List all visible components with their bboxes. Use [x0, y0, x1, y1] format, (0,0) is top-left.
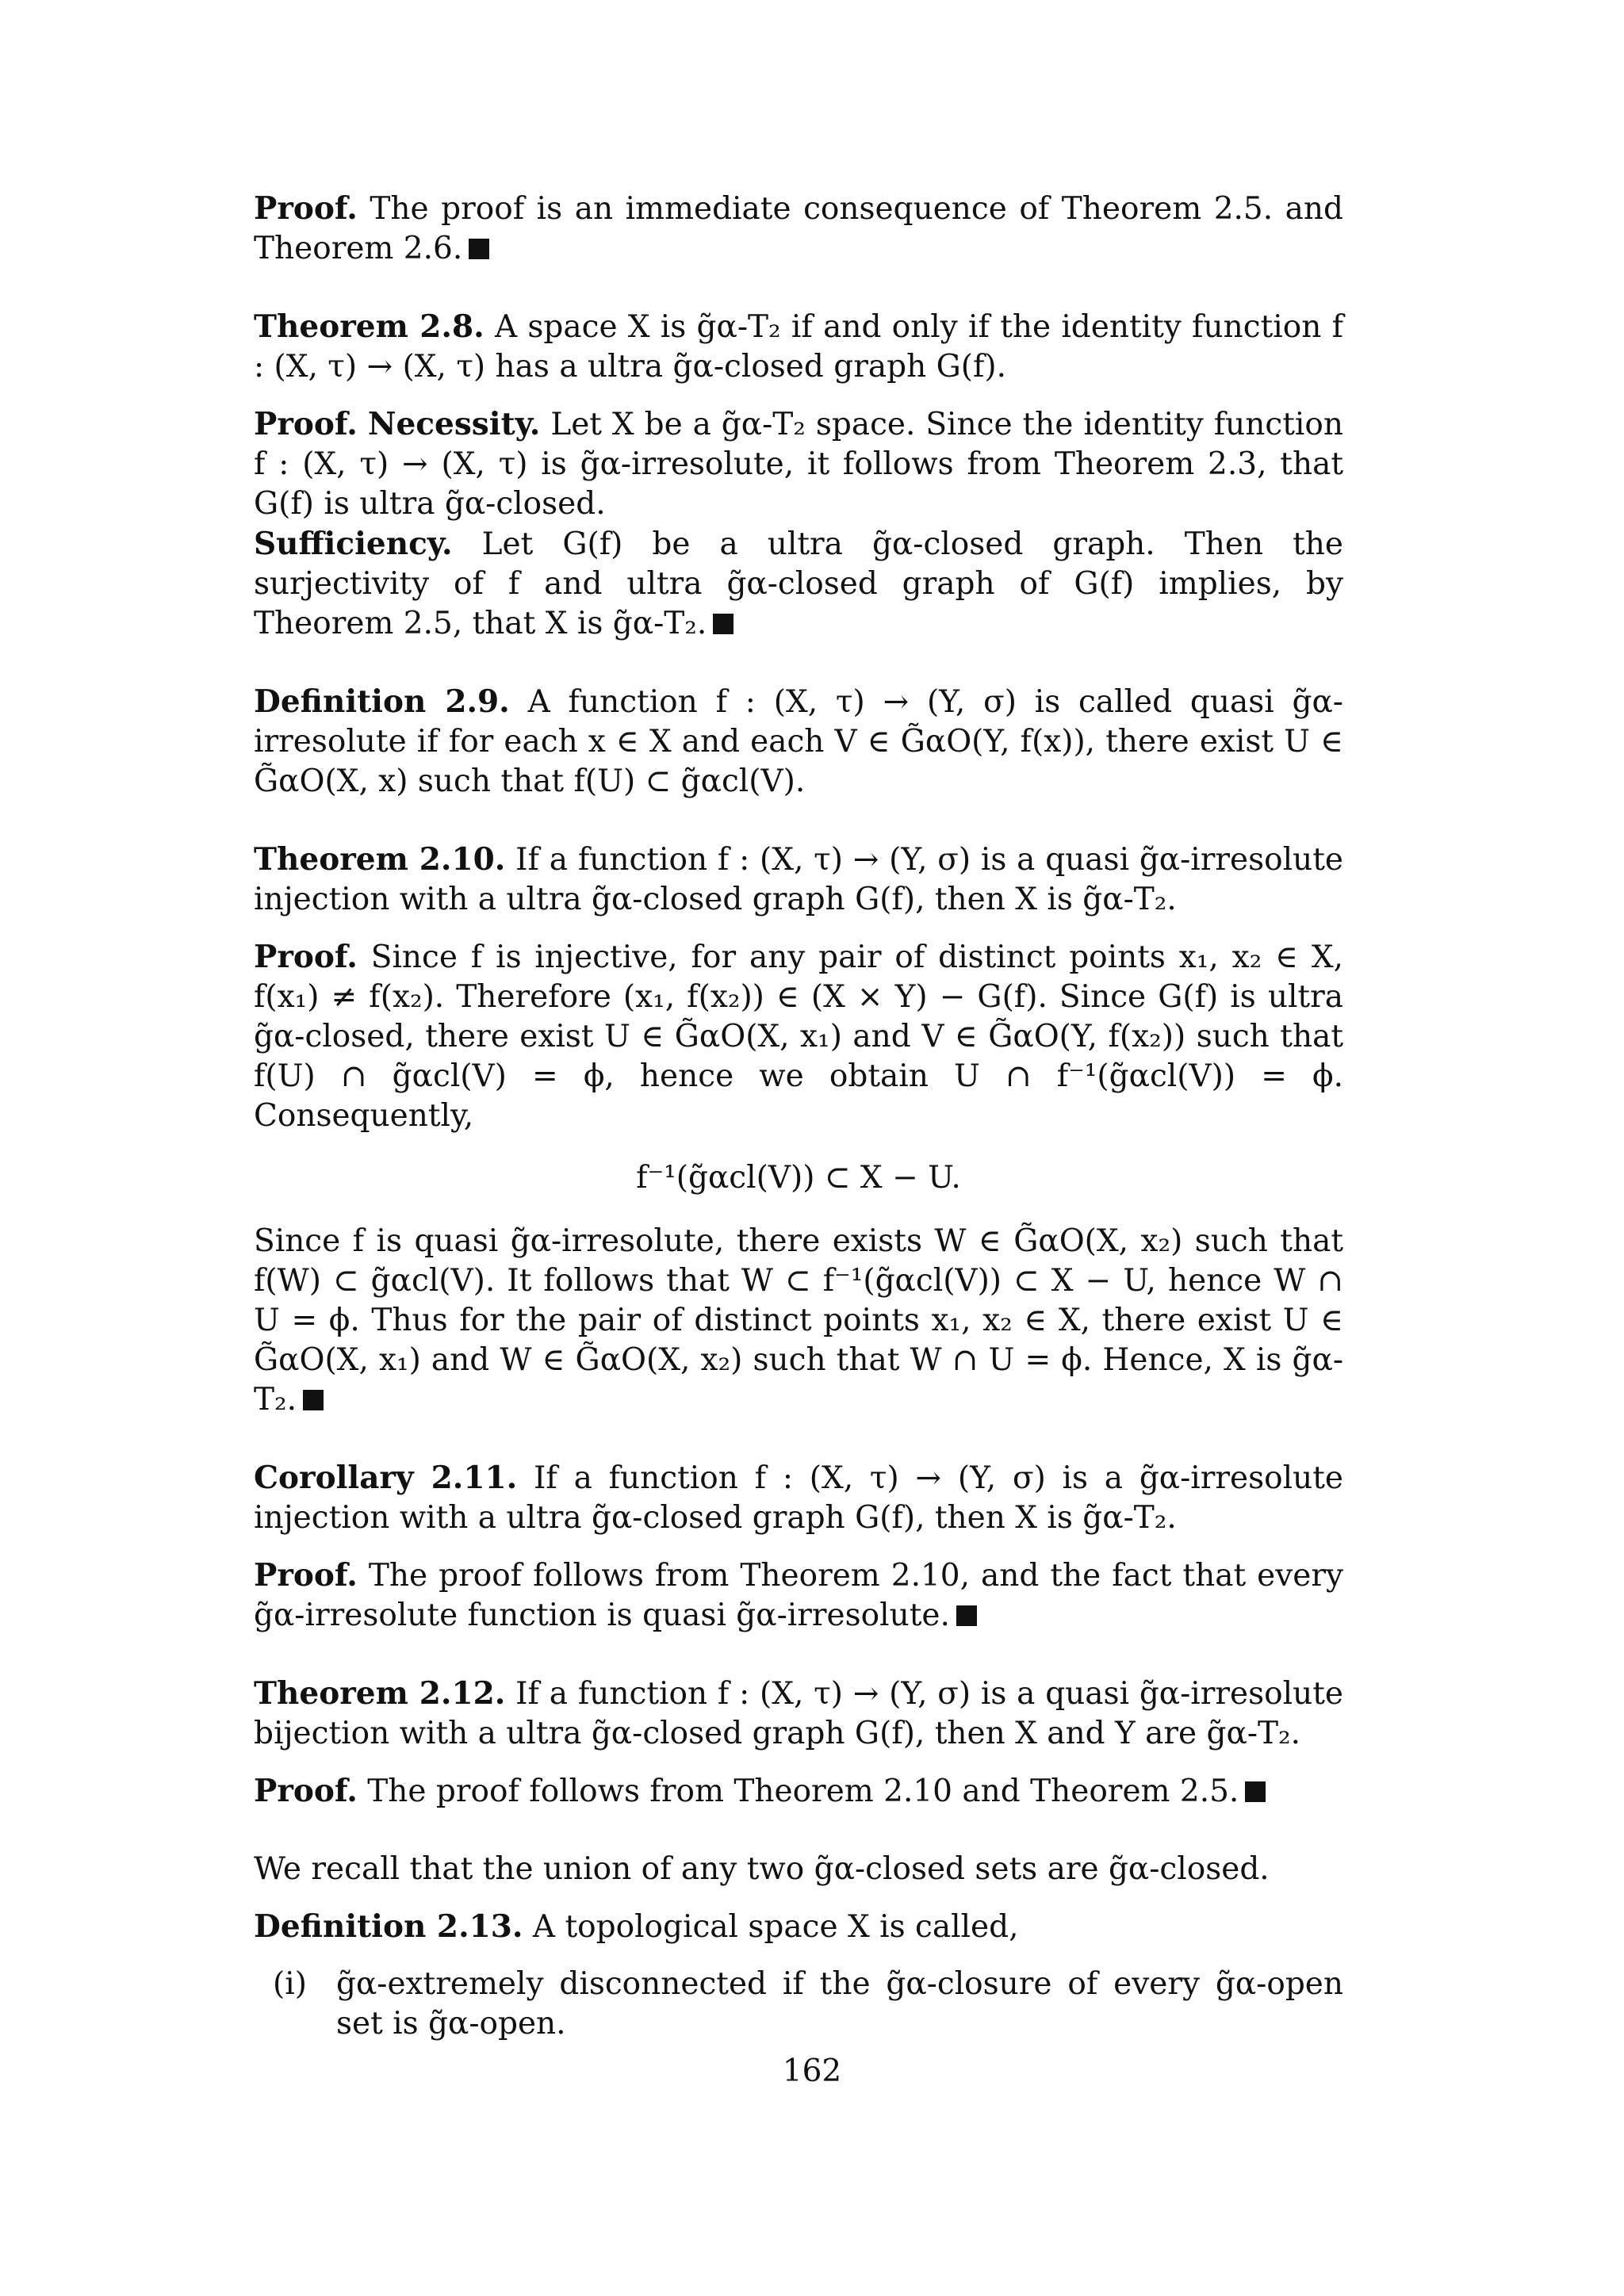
proof-paragraph — [254, 1771, 1343, 1812]
proof-paragraph — [254, 189, 1343, 269]
recall-text: We recall that the union of any two g̃α-closed sets are g̃α-closed. — [254, 1851, 1270, 1887]
corollary-text: If a function f : (X, τ) → (Y, σ) is a g̃α-irresolute injection with a ultra g̃α-closed graph G(f), then X is g̃α-T₂. — [254, 1460, 1343, 1536]
proof-label: Proof. — [254, 190, 358, 227]
proof-text: The proof follows from Theorem 2.10 and Theorem 2.5. — [367, 1774, 1239, 1809]
theorem-text: If a function f : (X, τ) → (Y, σ) is a quasi g̃α-irresolute injection with a ultra g̃α-closed graph G(f), then X is g̃α-T₂. — [254, 842, 1343, 917]
theorem-2-10 — [254, 840, 1343, 920]
proof-text: Since f is quasi g̃α-irresolute, there exists W ∈ G̃αO(X, x₂) such that f(W) ⊂ g̃αcl(V). It follows that W ⊂ f⁻¹(g̃αcl(V)) ⊂ X − U, hence W ∩ U = ϕ. Thus for the pair of distinct points x₁, x₂ ∈ X, there exist U ∈ G̃αO(X, x₁) and W ∈ G̃αO(X, x₂) such that W ∩ U = ϕ. Hence, X is g̃α-T₂. — [254, 1223, 1343, 1418]
corollary-label: Corollary 2.11. — [254, 1460, 518, 1496]
display-equation: f⁻¹(g̃αcl(V)) ⊂ X − U. — [636, 1160, 961, 1196]
definition-2-13 — [254, 1907, 1343, 1947]
theorem-2-12 — [254, 1674, 1343, 1754]
sufficiency-label: Sufficiency. — [254, 526, 453, 562]
item-number: (i) — [273, 1966, 307, 2002]
qed-symbol — [303, 1390, 324, 1410]
list-item — [254, 1965, 1343, 2044]
necessity-label: Necessity. — [367, 406, 541, 442]
qed-symbol — [469, 239, 489, 259]
proof-necessity — [254, 404, 1343, 524]
qed-symbol — [1245, 1781, 1266, 1802]
proof-text: Let X be a g̃α-T₂ space. Since the identity function f : (X, τ) → (X, τ) is g̃α-irresolute, it follows from Theorem 2.3, that G(f) is ultra g̃α-closed. — [254, 407, 1344, 522]
proof-label: Proof. — [254, 406, 358, 442]
proof-text: Since f is injective, for any pair of distinct points x₁, x₂ ∈ X, f(x₁) ≠ f(x₂). Therefore (x₁, f(x₂)) ∈ (X × Y) − G(f). Since G(f) is ultra g̃α-closed, there exist U ∈ G̃αO(X, x₁) and V ∈ G̃αO(Y, f(x₂)) such that f(U) ∩ g̃αcl(V) = ϕ, hence we obtain U ∩ f⁻¹(g̃αcl(V)) = ϕ. Consequently, — [254, 939, 1344, 1134]
page-number: 162 — [782, 2053, 842, 2089]
proof-label: Proof. — [254, 939, 358, 975]
proof-text: Let G(f) be a ultra g̃α-closed graph. Then the surjectivity of f and ultra g̃α-closed graph of G(f) implies, by Theorem 2.5, that X is g̃α-T₂. — [254, 526, 1343, 641]
qed-symbol — [713, 614, 733, 634]
recall-paragraph — [254, 1850, 1343, 1889]
item-text: g̃α-extremely disconnected if the g̃α-closure of every g̃α-open set is g̃α-open. — [336, 1966, 1343, 2042]
theorem-text: A space X is g̃α-T₂ if and only if the identity function f : (X, τ) → (X, τ) has a ultra g̃α-closed graph G(f). — [254, 309, 1344, 385]
qed-symbol — [956, 1605, 977, 1626]
proof-sufficiency — [254, 524, 1343, 644]
proof-label: Proof. — [254, 1773, 358, 1809]
definition-text: A function f : (X, τ) → (Y, σ) is called quasi g̃α-irresolute if for each x ∈ X and each V ∈ G̃αO(Y, f(x)), there exist U ∈ G̃αO(X, x) such that f(U) ⊂ g̃αcl(V). — [254, 684, 1343, 799]
proof-text: The proof follows from Theorem 2.10, and the fact that every g̃α-irresolute function is quasi g̃α-irresolute. — [254, 1558, 1344, 1633]
definition-text: A topological space X is called, — [532, 1909, 1019, 1945]
proof-paragraph — [254, 937, 1343, 1136]
theorem-2-8 — [254, 307, 1343, 387]
theorem-label: Theorem 2.8. — [254, 308, 485, 345]
theorem-text: If a function f : (X, τ) → (Y, σ) is a quasi g̃α-irresolute bijection with a ultra g̃α-closed graph G(f), then X and Y are g̃α-T₂. — [254, 1676, 1343, 1751]
proof-label: Proof. — [254, 1557, 358, 1594]
proof-paragraph — [254, 1556, 1343, 1636]
theorem-label: Theorem 2.12. — [254, 1675, 506, 1712]
proof-continuation — [254, 1222, 1343, 1420]
corollary-2-11 — [254, 1458, 1343, 1538]
theorem-label: Theorem 2.10. — [254, 841, 506, 878]
proof-text: The proof is an immediate consequence of Theorem 2.5. and Theorem 2.6. — [254, 191, 1343, 266]
definition-2-9 — [254, 682, 1343, 802]
page-content — [254, 189, 1343, 2044]
definition-label: Definition 2.9. — [254, 683, 510, 720]
definition-label: Definition 2.13. — [254, 1908, 523, 1945]
